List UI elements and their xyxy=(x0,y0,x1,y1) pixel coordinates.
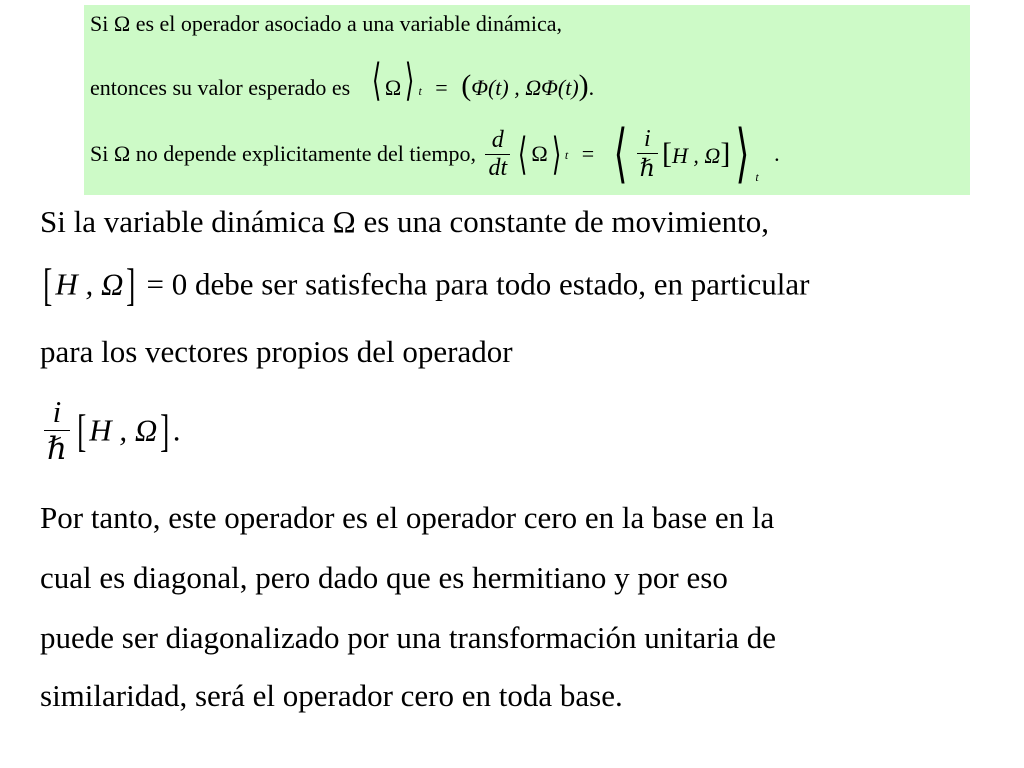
expectation-omega: Ω xyxy=(384,75,402,100)
box-line-3-text: Si Ω no depende explicitamente del tiempo, xyxy=(90,141,476,166)
paragraph-line-2: cual es diagonal, pero dado que es hermitiano y por eso xyxy=(40,560,728,595)
box-line-1: Si Ω es el operador asociado a una variable dinámica, xyxy=(90,11,563,36)
paragraph-line-3: puede ser diagonalizado por una transformación unitaria de xyxy=(40,620,776,655)
i-over-hbar-main: $\frac{i}{\text{ℏ}}$ xyxy=(44,394,70,467)
i-over-hbar: $\frac{i}{\text{ℏ}}$ xyxy=(637,126,658,183)
commutator: H , Ω xyxy=(672,143,721,168)
time-derivative: $\frac{d}{dt}$ xyxy=(485,127,510,182)
definition-box xyxy=(84,5,970,195)
box-line-3: Si Ω no depende explicitamente del tiempo, $\frac{d}{dt}$ ⟨ Ω⟩ t = ⟨ $\frac{i}{\text{ℏ}}$ [H , Ω]⟩ $_t$ . xyxy=(90,118,780,189)
paragraph-line-1: Por tanto, este operador es el operador cero en la base en la xyxy=(40,500,775,535)
main-line-2: [H , Ω] = 0 debe ser satisfecha para todo estado, en particular xyxy=(43,259,810,310)
inner-product: Φ(t) , ΩΦ(t) xyxy=(471,75,579,100)
operator-expression: $\frac{i}{\text{ℏ}}$ [H , Ω]. xyxy=(40,394,180,467)
main-line-3: para los vectores propios del operador xyxy=(40,334,513,369)
box-line-2-text: entonces su valor esperado es xyxy=(90,75,351,100)
main-line-1: Si la variable dinámica Ω es una constante de movimiento, xyxy=(40,204,769,239)
box-line-2: entonces su valor esperado es ⟨ Ω⟩ t = (Φ(t) , ΩΦ(t)). xyxy=(90,56,595,105)
commutator-main: H , Ω xyxy=(55,266,124,302)
paragraph-line-4: similaridad, será el operador cero en toda base. xyxy=(40,678,623,713)
